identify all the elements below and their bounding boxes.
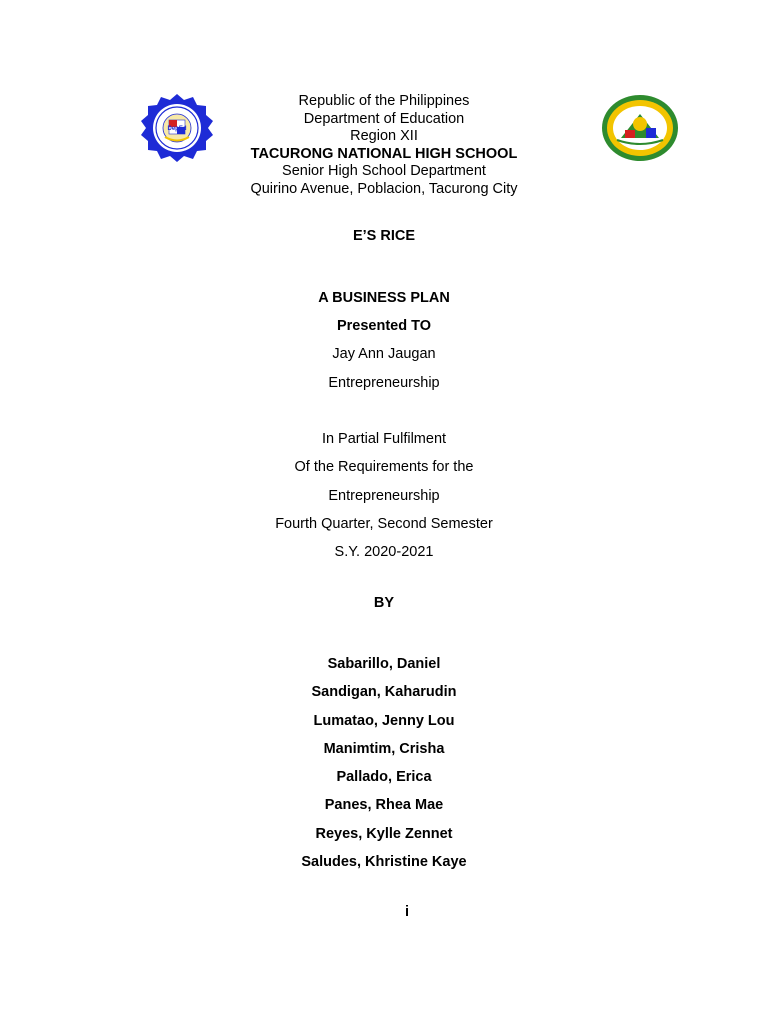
by-block: [0, 595, 768, 611]
authors-list: [0, 650, 768, 876]
author-name: Manimtim, Crisha: [323, 740, 445, 757]
fulfilment-line-4: Fourth Quarter, Second Semester: [275, 515, 493, 532]
fulfilment-block: [0, 425, 768, 566]
author-name: Sandigan, Kaharudin: [311, 684, 457, 701]
page-number: i: [404, 904, 410, 920]
author-name: Saludes, Khristine Kaye: [301, 854, 467, 871]
business-plan-block: [0, 284, 768, 397]
plan-heading: A BUSINESS PLAN: [318, 290, 450, 306]
school-name: TACURONG NATIONAL HIGH SCHOOL: [250, 145, 518, 162]
fulfilment-line-2: Of the Requirements for the: [294, 459, 474, 476]
author-name: Pallado, Erica: [336, 769, 432, 786]
author-name: Lumatao, Jenny Lou: [313, 712, 455, 729]
fulfilment-line-1: In Partial Fulfilment: [321, 431, 447, 447]
document-title: E’S RICE: [352, 228, 416, 244]
by-label: BY: [373, 595, 395, 611]
region-line: Region XII: [350, 128, 418, 145]
school-address: Quirino Avenue, Poblacion, Tacurong City: [250, 180, 518, 197]
teacher-name: Jay Ann Jaugan: [332, 346, 436, 363]
author-name: Reyes, Kylle Zennet: [315, 825, 453, 842]
author-name: Panes, Rhea Mae: [324, 797, 444, 814]
presented-to: Presented TO: [336, 318, 432, 335]
svg-text:DepEd: DepEd: [167, 126, 187, 132]
letterhead: [0, 93, 768, 199]
subject-name: Entrepreneurship: [328, 374, 440, 391]
author-name: Sabarillo, Daniel: [327, 656, 441, 672]
school-year: S.Y. 2020-2021: [334, 544, 434, 561]
document-title-block: [0, 228, 768, 244]
department-line: Department of Education: [303, 110, 465, 127]
fulfilment-line-3: Entrepreneurship: [328, 487, 440, 504]
school-department: Senior High School Department: [282, 163, 486, 180]
page-number-block: [0, 904, 768, 920]
country-line: Republic of the Philippines: [298, 93, 470, 109]
